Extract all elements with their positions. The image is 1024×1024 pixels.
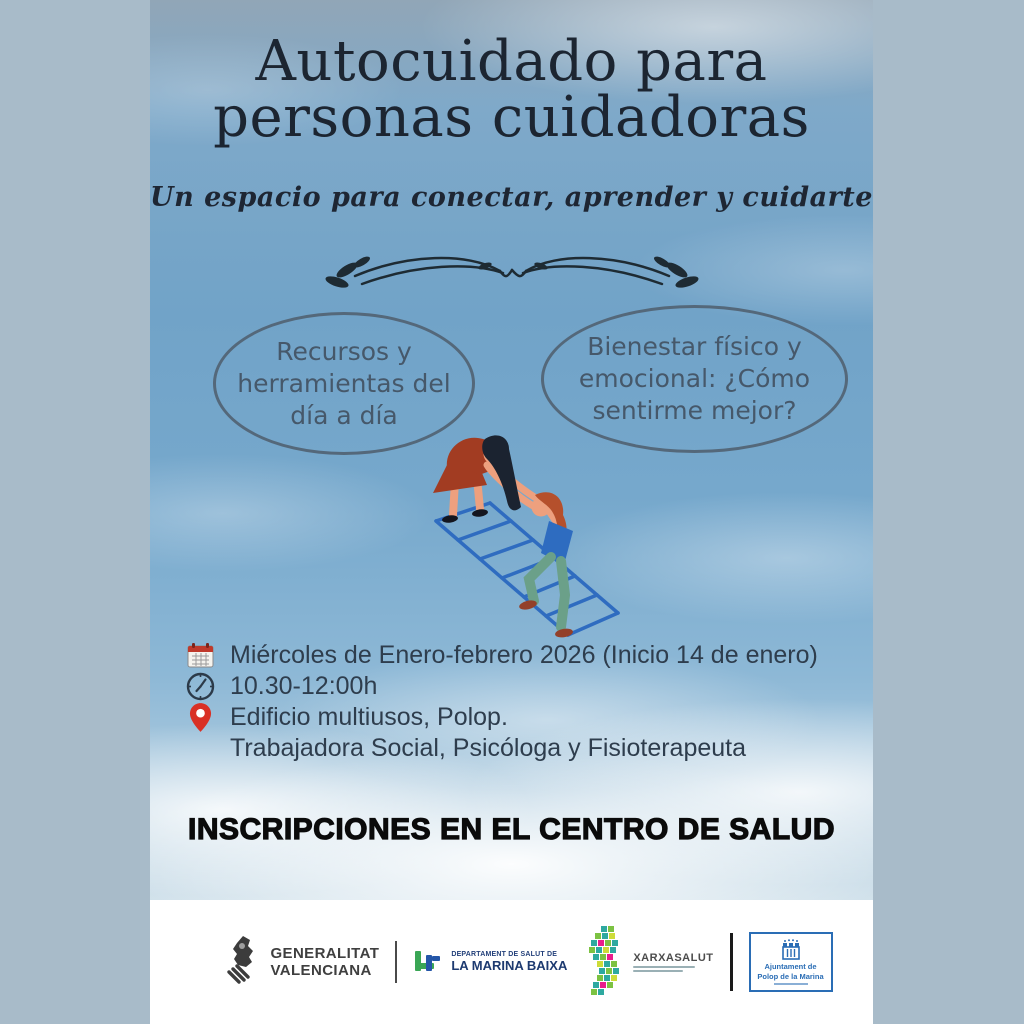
topic-right-line-1: Bienestar físico y xyxy=(587,332,802,361)
calendar-icon xyxy=(184,642,216,669)
title-line-1: Autocuidado para xyxy=(255,29,768,94)
logos-footer xyxy=(150,900,873,1024)
marina-label-line1: DEPARTAMENT DE SALUT DE xyxy=(451,951,558,959)
gva-emblem-icon xyxy=(224,934,262,990)
title-line-2: personas cuidadoras xyxy=(213,85,810,150)
footer-divider-2 xyxy=(730,933,733,991)
topic-right-line-2: emocional: ¿Cómo xyxy=(578,364,811,393)
detail-row-schedule xyxy=(184,640,818,671)
gva-label-line1: GENERALITAT xyxy=(270,944,380,962)
health-department-h-icon xyxy=(413,947,443,977)
xarxasalut-tagline-decoration xyxy=(633,970,683,972)
page-title xyxy=(150,29,873,150)
helping-hand-ladder-illustration xyxy=(393,423,653,658)
topic-right-line-3: sentirme mejor? xyxy=(592,396,797,425)
ladder-icon xyxy=(436,503,618,635)
ajuntament-subtext-decoration xyxy=(774,983,808,985)
detail-staff: Trabajadora Social, Psicóloga y Fisioterapeuta xyxy=(230,734,747,762)
detail-row-time xyxy=(184,671,818,702)
topic-left-line-3: día a día xyxy=(290,400,398,430)
ajuntament-label-line1: Ajuntament de xyxy=(764,962,817,972)
subtitle: Un espacio para conectar, aprender y cuidarte xyxy=(150,182,873,213)
sky-background xyxy=(150,0,873,900)
topic-left-line-2: herramientas del xyxy=(237,368,451,398)
detail-row-location xyxy=(184,702,818,733)
detail-time: 10.30-12:00h xyxy=(230,672,378,700)
poster xyxy=(150,0,873,1024)
marina-baixa-logo xyxy=(413,947,567,977)
vine-divider-decoration xyxy=(307,240,717,298)
town-hall-crest-icon xyxy=(780,939,802,961)
xarxasalut-mosaic-icon xyxy=(583,926,625,998)
registration-banner: INSCRIPCIONES EN EL CENTRO DE SALUD xyxy=(187,813,836,846)
footer-divider-1 xyxy=(395,941,397,983)
location-pin-icon xyxy=(184,702,216,733)
marina-label-line2: LA MARINA BAIXA xyxy=(451,958,568,974)
detail-schedule: Miércoles de Enero-febrero 2026 (Inicio 14 de enero) xyxy=(230,641,818,669)
ajuntament-polop-logo xyxy=(749,932,833,992)
detail-location: Edificio multiusos, Polop. xyxy=(230,703,508,731)
xarxasalut-label: XARXASALUT xyxy=(633,952,714,964)
xarxasalut-tagline-decoration xyxy=(633,966,695,968)
ajuntament-label-line2: Polop de la Marina xyxy=(757,971,824,981)
event-details xyxy=(184,640,818,764)
gva-label-line2: VALENCIANA xyxy=(270,962,372,979)
xarxasalut-logo xyxy=(583,926,713,998)
detail-row-staff xyxy=(184,733,818,764)
topic-left-line-1: Recursos y xyxy=(276,336,412,366)
helper-woman-figure xyxy=(433,435,541,523)
clock-icon xyxy=(184,672,216,701)
generalitat-valenciana-logo xyxy=(224,934,379,990)
